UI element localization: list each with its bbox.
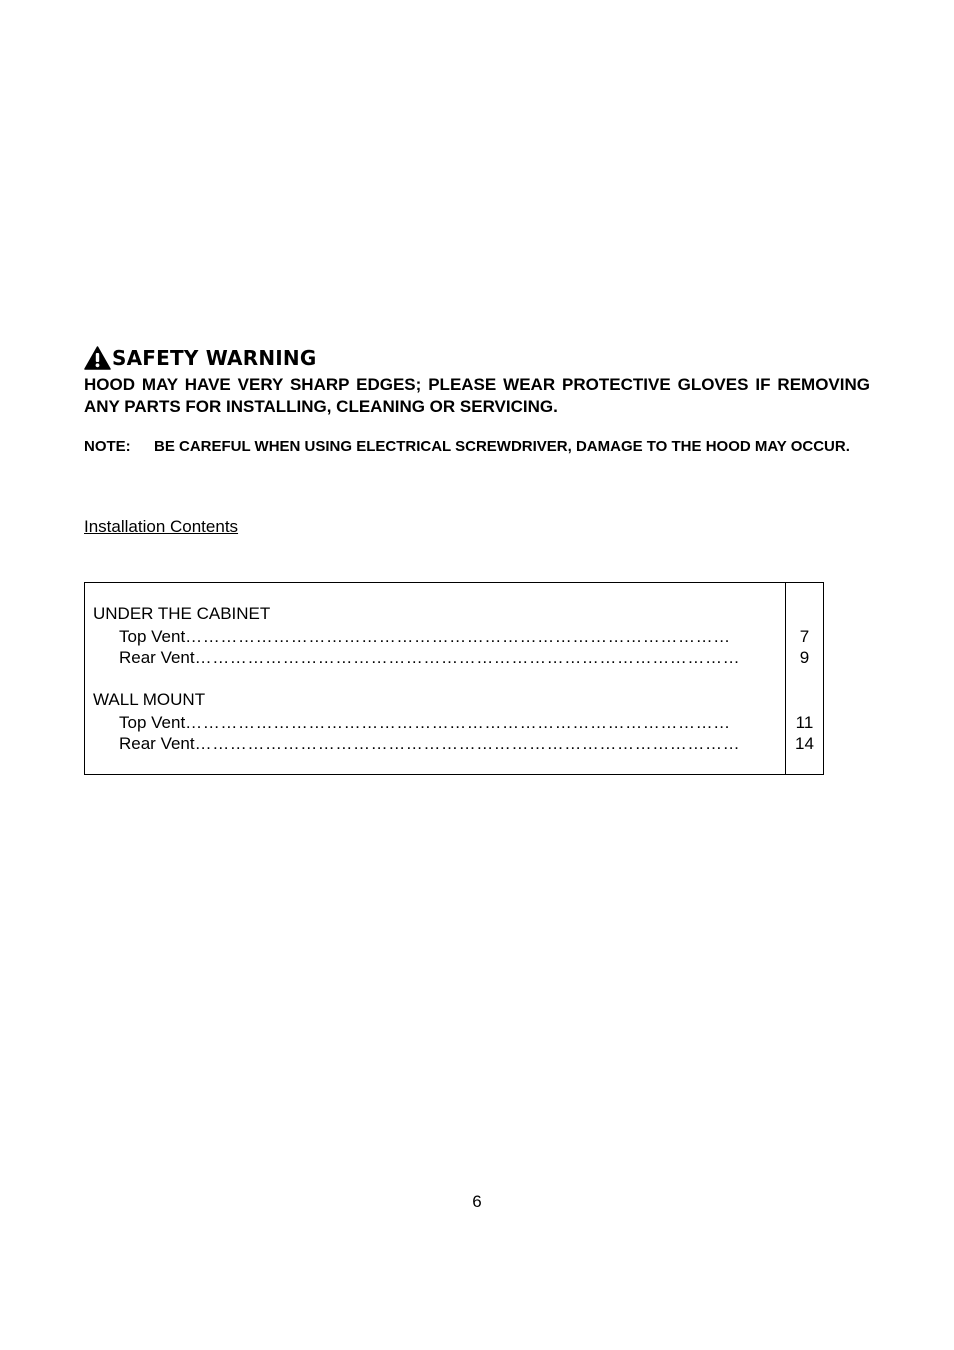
note-text: BE CAREFUL WHEN USING ELECTRICAL SCREWDRIVER, DAMAGE TO THE HOOD MAY OCCUR.: [154, 438, 850, 455]
toc-entry-label: Rear Vent: [119, 648, 195, 667]
leader-dots: …………………………………………………………………………………: [194, 648, 741, 667]
safety-warning-title: [84, 344, 316, 372]
toc-page-number: 7: [799, 627, 810, 646]
installation-contents-heading: Installation Contents: [84, 517, 239, 536]
toc-section-title: WALL MOUNT: [93, 690, 206, 709]
toc-entry[interactable]: [119, 647, 775, 668]
leader-dots: …………………………………………………………………………………: [185, 627, 731, 646]
toc-page-number: 11: [795, 713, 814, 732]
toc-page-number: 9: [799, 648, 810, 667]
toc-section-title: UNDER THE CABINET: [93, 604, 271, 623]
toc-entry[interactable]: [119, 712, 775, 733]
toc-entry-label: Top Vent: [119, 713, 186, 732]
page-number: 6: [472, 1192, 482, 1211]
note-label: NOTE:: [84, 438, 131, 455]
toc-page-number: 14: [795, 734, 814, 753]
safety-warning-text: HOOD MAY HAVE VERY SHARP EDGES; PLEASE WEAR PROTECTIVE GLOVES IF REMOVING ANY PARTS FOR INSTALLING, CLEANING OR SERVICING.: [84, 375, 870, 416]
note: [84, 437, 870, 457]
toc-entry[interactable]: [119, 626, 775, 647]
leader-dots: …………………………………………………………………………………: [185, 713, 731, 732]
installation-contents-table: [84, 582, 824, 775]
toc-entry-label: Top Vent: [119, 627, 186, 646]
safety-warning-title-text: SAFETY WARNING: [112, 346, 317, 370]
toc-entry-label: Rear Vent: [119, 734, 195, 753]
warning-triangle-icon: [84, 346, 111, 370]
toc-entry[interactable]: [119, 733, 775, 754]
leader-dots: …………………………………………………………………………………: [194, 734, 741, 753]
